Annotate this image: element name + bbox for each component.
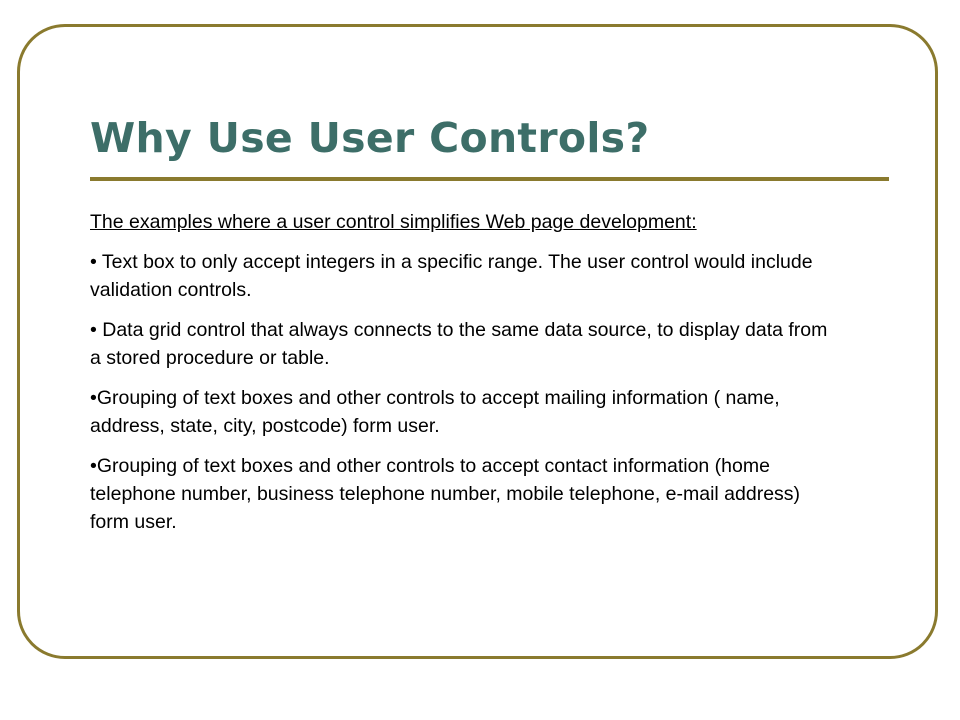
bullet-contact-info: •Grouping of text boxes and other controls to accept contact information (home telephone number, business telephone number, mobile telephone, e-mail address) form user. xyxy=(90,455,801,533)
bullet-mailing-info: •Grouping of text boxes and other controls to accept mailing information ( name, address, state, city, postcode) form user. xyxy=(90,387,780,437)
intro-text: The examples where a user control simplifies Web page development: xyxy=(90,211,697,233)
slide-content xyxy=(90,208,830,548)
title-underline-rule xyxy=(90,177,889,181)
slide-title: Why Use User Controls? xyxy=(90,114,650,162)
bullet-data-grid: • Data grid control that always connects to the same data source, to display data from a stored procedure or table. xyxy=(90,319,828,369)
bullet-text-box-range: • Text box to only accept integers in a specific range. The user control would include validation controls. xyxy=(90,251,813,301)
